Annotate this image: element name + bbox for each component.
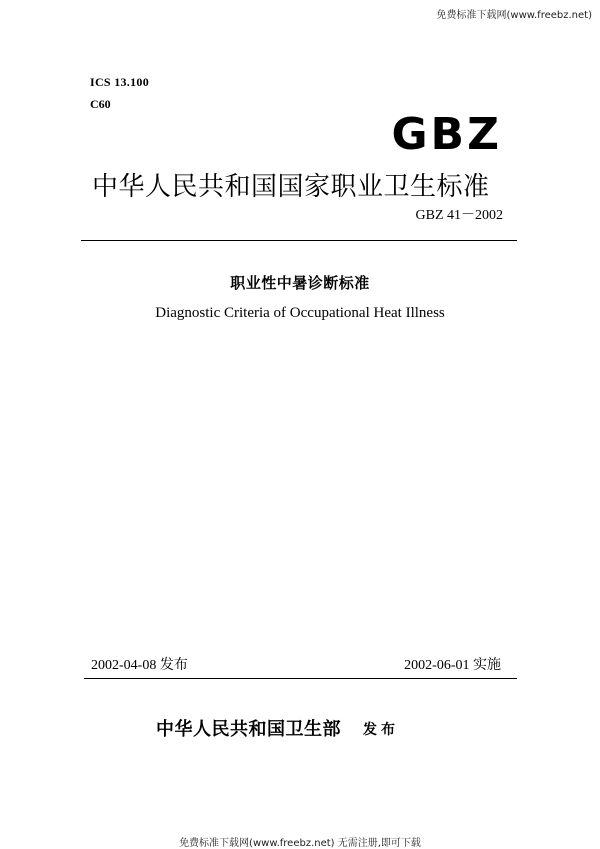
standard-code: GBZ 41－2002 — [415, 208, 503, 223]
top-divider — [81, 240, 517, 241]
watermark-top: 免费标准下载网(www.freebz.net) — [436, 10, 592, 21]
issue-date: 2002-04-08 发布 — [91, 658, 188, 673]
watermark-bottom: 免费标准下载网(www.freebz.net) 无需注册,即可下载 — [179, 838, 421, 849]
standard-title: 中华人民共和国国家职业卫生标准 — [92, 172, 490, 202]
document-title-chinese: 职业性中暑诊断标准 — [230, 274, 370, 292]
issuer-name: 中华人民共和国卫生部 — [156, 719, 341, 740]
issuer-action: 发布 — [363, 722, 399, 738]
ics-code: ICS 13.100 — [90, 75, 150, 89]
implementation-date: 2002-06-01 实施 — [404, 658, 501, 673]
ccs-code: C60 — [90, 97, 111, 111]
gbz-logo: GBZ — [391, 109, 502, 160]
bottom-divider — [84, 678, 517, 679]
issuer-line — [156, 718, 399, 742]
document-title-english: Diagnostic Criteria of Occupational Heat Illness — [155, 305, 445, 321]
